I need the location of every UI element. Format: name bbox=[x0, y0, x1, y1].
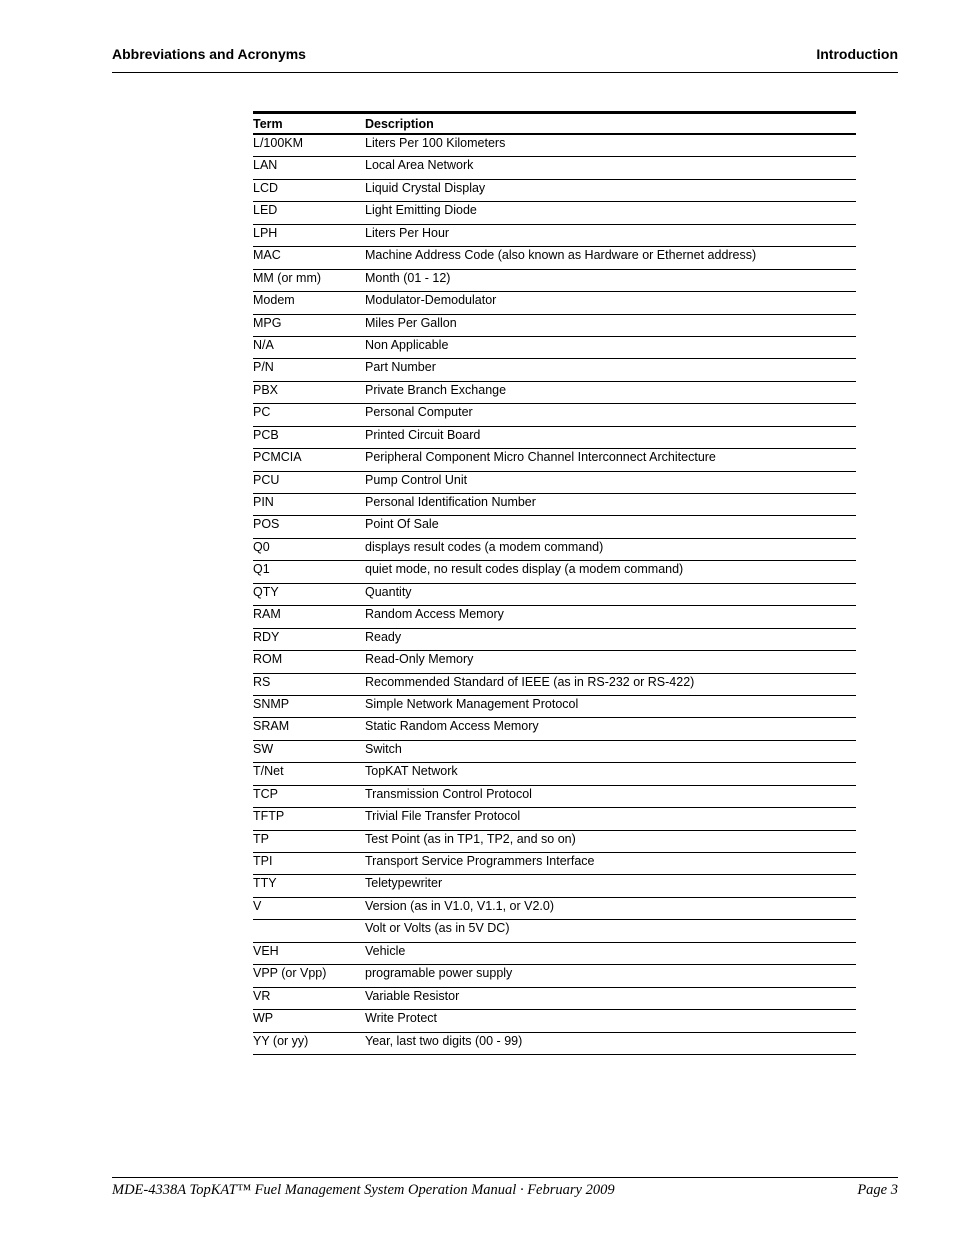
table-row bbox=[253, 202, 856, 224]
table-row bbox=[253, 494, 856, 516]
term-cell: PC bbox=[253, 405, 271, 420]
table-row bbox=[253, 965, 856, 987]
description-cell: displays result codes (a modem command) bbox=[365, 539, 604, 554]
description-cell: Volt or Volts (as in 5V DC) bbox=[365, 921, 510, 936]
table-row bbox=[253, 247, 856, 269]
table-row bbox=[253, 180, 856, 202]
table-row bbox=[253, 270, 856, 292]
table-header-row bbox=[253, 114, 856, 135]
term-cell: LCD bbox=[253, 180, 279, 195]
term-cell: SW bbox=[253, 741, 274, 756]
description-cell: Part Number bbox=[365, 360, 436, 375]
column-header-description: Description bbox=[365, 117, 434, 131]
term-cell: RDY bbox=[253, 629, 280, 644]
table-row bbox=[253, 584, 856, 606]
description-cell: quiet mode, no result codes display (a modem command) bbox=[365, 562, 684, 577]
description-cell: Transport Service Programmers Interface bbox=[365, 854, 595, 868]
term-cell: TTY bbox=[253, 876, 277, 891]
table-row bbox=[253, 786, 856, 808]
description-cell: Variable Resistor bbox=[365, 988, 460, 1003]
term-cell: PIN bbox=[253, 495, 274, 509]
term-cell: WP bbox=[253, 1011, 274, 1026]
table-row bbox=[253, 135, 856, 157]
term-cell: TCP bbox=[253, 786, 278, 801]
description-cell: Machine Address Code (also known as Hardware or Ethernet address) bbox=[365, 248, 757, 263]
description-cell: Personal Identification Number bbox=[365, 495, 536, 509]
description-cell: Quantity bbox=[365, 584, 412, 599]
term-cell: SRAM bbox=[253, 719, 290, 734]
description-cell: Private Branch Exchange bbox=[365, 382, 507, 397]
term-cell: N/A bbox=[253, 337, 274, 352]
term-cell: TFTP bbox=[253, 809, 285, 824]
description-cell: programable power supply bbox=[365, 966, 513, 981]
description-cell: Test Point (as in TP1, TP2, and so on) bbox=[365, 831, 576, 846]
table-row bbox=[253, 337, 856, 359]
term-cell: PCU bbox=[253, 472, 280, 487]
term-cell: LAN bbox=[253, 158, 278, 173]
term-cell: PCMCIA bbox=[253, 450, 302, 465]
table-row bbox=[253, 741, 856, 763]
term-cell: YY (or yy) bbox=[253, 1033, 309, 1048]
description-cell: Year, last two digits (00 - 99) bbox=[365, 1033, 523, 1048]
chapter-title: Introduction bbox=[816, 46, 898, 62]
term-cell: Modem bbox=[253, 293, 295, 308]
description-cell: TopKAT Network bbox=[365, 764, 458, 779]
term-cell: LPH bbox=[253, 225, 278, 240]
table-row bbox=[253, 1033, 856, 1055]
table-row bbox=[253, 696, 856, 718]
table-row bbox=[253, 382, 856, 404]
term-cell: P/N bbox=[253, 360, 274, 375]
table-row bbox=[253, 561, 856, 583]
table-row bbox=[253, 674, 856, 696]
column-header-term: Term bbox=[253, 117, 283, 131]
term-cell: Q0 bbox=[253, 539, 270, 554]
term-cell: VEH bbox=[253, 943, 279, 958]
term-cell: POS bbox=[253, 517, 280, 532]
term-cell: TPI bbox=[253, 854, 273, 868]
document-title: MDE-4338A TopKAT™ Fuel Management System Operation Manual · February 2009 bbox=[112, 1182, 615, 1198]
table-row bbox=[253, 157, 856, 179]
description-cell: Non Applicable bbox=[365, 337, 449, 352]
section-title: Abbreviations and Acronyms bbox=[112, 46, 306, 62]
table-row bbox=[253, 404, 856, 426]
table-row bbox=[253, 651, 856, 673]
description-cell: Personal Computer bbox=[365, 405, 473, 420]
description-cell: Liters Per Hour bbox=[365, 225, 450, 240]
description-cell: Miles Per Gallon bbox=[365, 315, 457, 330]
table-row bbox=[253, 516, 856, 538]
description-cell: Transmission Control Protocol bbox=[365, 786, 532, 801]
table-row bbox=[253, 315, 856, 337]
page-header bbox=[112, 46, 898, 73]
description-cell: Switch bbox=[365, 741, 402, 756]
description-cell: Static Random Access Memory bbox=[365, 719, 539, 734]
table-row bbox=[253, 1010, 856, 1032]
description-cell: Light Emitting Diode bbox=[365, 203, 477, 218]
table-body bbox=[253, 135, 856, 1055]
term-cell: MM (or mm) bbox=[253, 270, 322, 285]
table-row bbox=[253, 898, 856, 920]
description-cell: Month (01 - 12) bbox=[365, 270, 451, 285]
description-cell: Trivial File Transfer Protocol bbox=[365, 809, 521, 824]
term-cell: PBX bbox=[253, 382, 279, 397]
description-cell: Write Protect bbox=[365, 1011, 438, 1026]
table-row bbox=[253, 853, 856, 875]
table-row bbox=[253, 718, 856, 740]
description-cell: Local Area Network bbox=[365, 158, 474, 173]
term-cell: VR bbox=[253, 988, 271, 1003]
term-cell: RS bbox=[253, 674, 271, 689]
term-cell: LED bbox=[253, 203, 278, 218]
table-row bbox=[253, 606, 856, 628]
table-row bbox=[253, 539, 856, 561]
table-row bbox=[253, 225, 856, 247]
term-cell: L/100KM bbox=[253, 136, 304, 150]
description-cell: Ready bbox=[365, 629, 402, 644]
term-cell: VPP (or Vpp) bbox=[253, 966, 327, 981]
description-cell: Modulator-Demodulator bbox=[365, 293, 497, 308]
term-cell: QTY bbox=[253, 584, 279, 599]
description-cell: Liquid Crystal Display bbox=[365, 180, 486, 195]
term-cell: T/Net bbox=[253, 764, 284, 779]
table-row bbox=[253, 808, 856, 830]
page-footer bbox=[112, 1177, 898, 1199]
description-cell: Liters Per 100 Kilometers bbox=[365, 136, 506, 150]
term-cell: ROM bbox=[253, 652, 283, 667]
description-cell: Teletypewriter bbox=[365, 876, 443, 891]
table-row bbox=[253, 763, 856, 785]
table-row bbox=[253, 629, 856, 651]
description-cell: Simple Network Management Protocol bbox=[365, 696, 579, 711]
description-cell: Printed Circuit Board bbox=[365, 427, 481, 442]
table-row bbox=[253, 427, 856, 449]
table-row bbox=[253, 359, 856, 381]
table-row bbox=[253, 292, 856, 314]
description-cell: Recommended Standard of IEEE (as in RS-232 or RS-422) bbox=[365, 674, 695, 689]
table-row bbox=[253, 449, 856, 471]
term-cell: Q1 bbox=[253, 562, 270, 577]
description-cell: Random Access Memory bbox=[365, 607, 504, 622]
table-row bbox=[253, 831, 856, 853]
table-row bbox=[253, 920, 856, 942]
description-cell: Peripheral Component Micro Channel Interconnect Architecture bbox=[365, 450, 716, 465]
term-cell: MAC bbox=[253, 248, 281, 263]
description-cell: Point Of Sale bbox=[365, 517, 439, 532]
term-cell: MPG bbox=[253, 315, 282, 330]
description-cell: Version (as in V1.0, V1.1, or V2.0) bbox=[365, 898, 554, 913]
description-cell: Vehicle bbox=[365, 943, 406, 958]
table-row bbox=[253, 988, 856, 1010]
term-cell bbox=[253, 920, 365, 941]
description-cell: Pump Control Unit bbox=[365, 472, 468, 487]
page-number: Page 3 bbox=[857, 1182, 898, 1198]
table-row bbox=[253, 943, 856, 965]
term-cell: PCB bbox=[253, 427, 279, 442]
table-row bbox=[253, 472, 856, 494]
term-cell: SNMP bbox=[253, 696, 290, 711]
term-cell: TP bbox=[253, 831, 269, 846]
acronyms-table bbox=[253, 111, 856, 1055]
description-cell: Read-Only Memory bbox=[365, 652, 474, 667]
term-cell: V bbox=[253, 898, 262, 913]
table-row bbox=[253, 875, 856, 897]
term-cell: RAM bbox=[253, 607, 281, 622]
